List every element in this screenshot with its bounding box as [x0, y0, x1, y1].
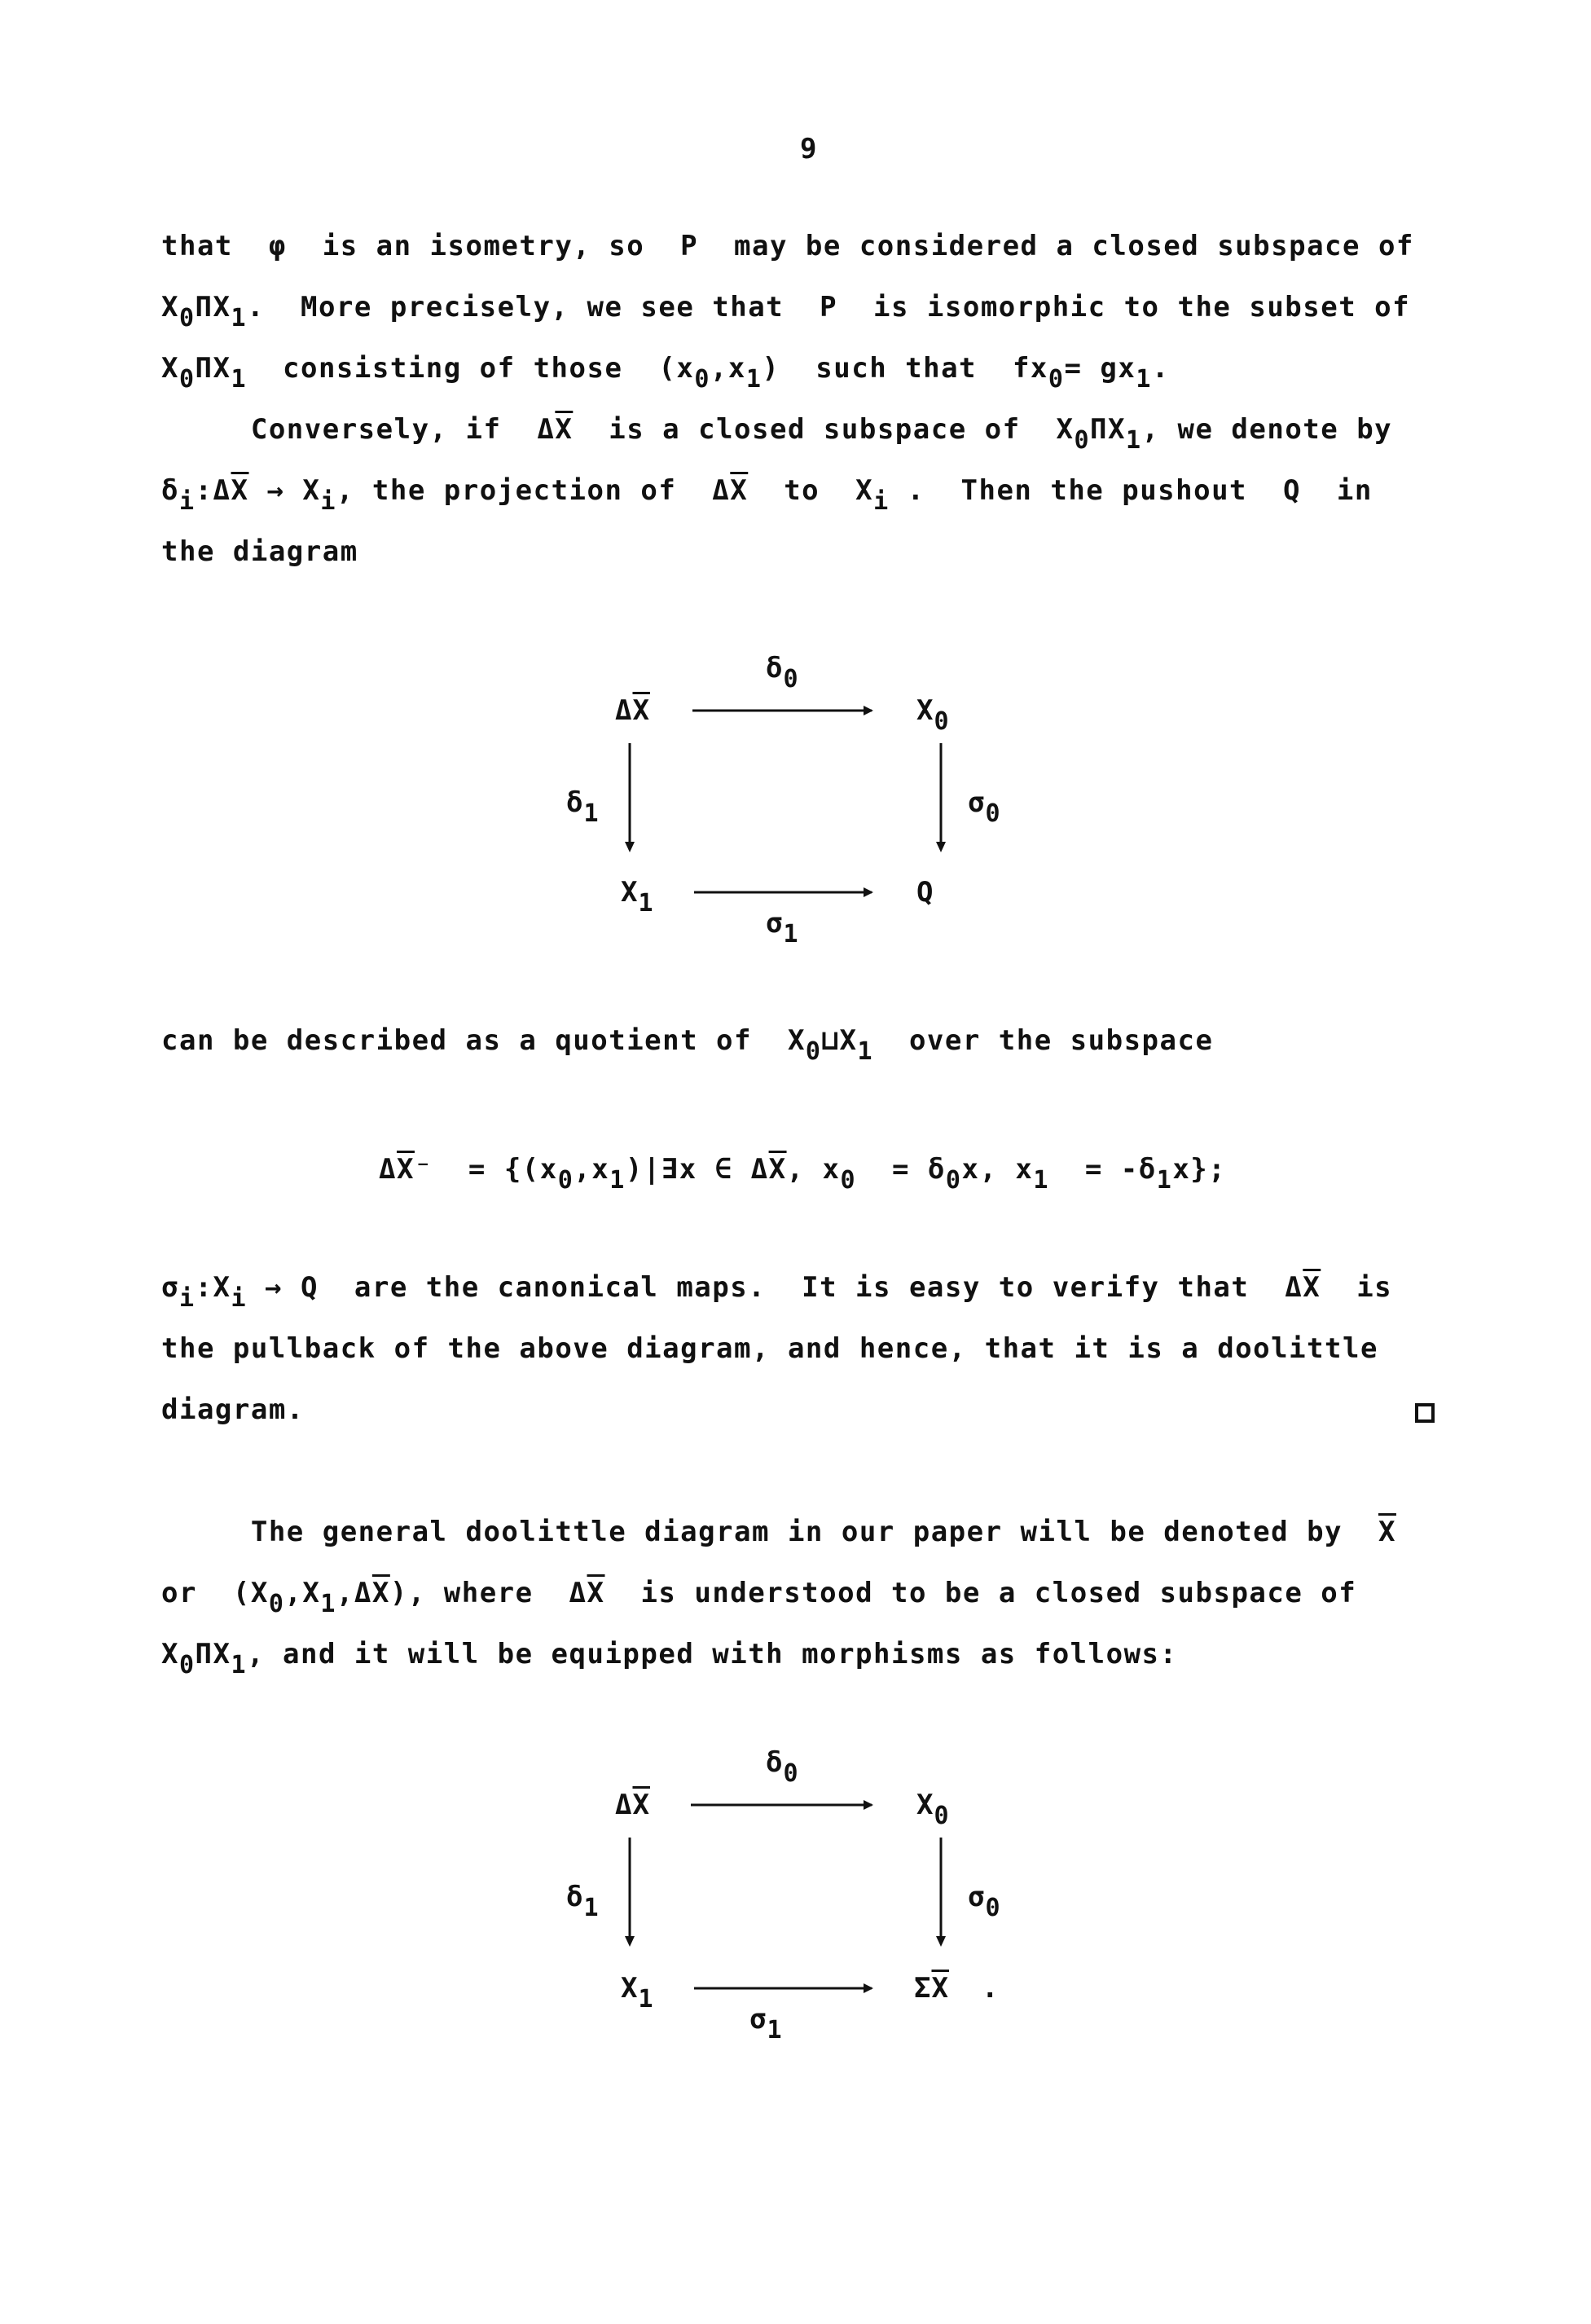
- diagram-node-x1: $X_1$: [621, 876, 654, 918]
- paragraph-line: the diagram: [161, 535, 358, 568]
- paragraph-line: The general doolittle diagram in our paper will be denoted by $\overline{X}$: [161, 1516, 1396, 1548]
- paragraph-line: that φ is an isometry, so P may be considered a closed subspace of: [161, 230, 1414, 262]
- paragraph-line: can be described as a quotient of $X_0⊔X_1$ over the subspace: [161, 1024, 1214, 1066]
- arrow-label-delta1: $\delta_1$: [566, 1881, 600, 1922]
- paragraph-line: diagram.: [161, 1393, 305, 1426]
- diagram-node-sigma-x: $\Sigma\overline{X}$ .: [914, 1972, 1000, 2005]
- paragraph-line: $X_0\Pi X_1$, and it will be equipped with morphisms as follows:: [161, 1638, 1178, 1679]
- diagram-node-delta-x: $\Delta\overline{X}$: [615, 1789, 650, 1821]
- paragraph-line: the pullback of the above diagram, and hence, that it is a doolittle: [161, 1332, 1378, 1365]
- arrow-label-sigma1: $\sigma_1$: [766, 907, 799, 949]
- paragraph-line: $X_0\Pi X_1$. More precisely, we see that P is isomorphic to the subset of: [161, 291, 1411, 332]
- arrow-label-delta0: $\delta_0$: [766, 652, 799, 693]
- diagram-node-x1: $X_1$: [621, 1972, 654, 2014]
- diagram-node-q: Q: [916, 876, 934, 909]
- diagram-node-x0: $X_0$: [916, 694, 950, 736]
- arrow-label-sigma0: $\sigma_0$: [968, 1881, 1001, 1922]
- paragraph-line: $X_0\Pi X_1$ consisting of those $(x_0,x_1)$ such that $fx_0= gx_1$.: [161, 352, 1170, 394]
- diagram-node-x0: $X_0$: [916, 1789, 950, 1830]
- display-equation: $\Delta\overline{X}^-$ = {$(x_0,x_1)|\exists x$ ∈ $\Delta\overline{X}$, $x_0 = \delta_0x$, $x_1 = -\delta_1x$};: [379, 1153, 1227, 1195]
- paragraph-line: Conversely, if $\Delta\overline{X}$ is a closed subspace of $X_0\Pi X_1$, we denote by: [161, 413, 1393, 455]
- arrow-label-delta1: $\delta_1$: [566, 786, 600, 828]
- paragraph-line: $\sigma_i:X_i \to Q$ are the canonical maps. It is easy to verify that $\Delta\overline{X}$ is: [161, 1271, 1393, 1313]
- paragraph-line: or $(X_0,X_1,\Delta\overline{X})$, where $\Delta\overline{X}$ is understood to be a closed subspace of: [161, 1577, 1357, 1618]
- arrow-label-sigma0: $\sigma_0$: [968, 786, 1001, 828]
- arrow-label-delta0: $\delta_0$: [766, 1746, 799, 1788]
- page-number: 9: [800, 133, 817, 165]
- diagram-node-delta-x: $\Delta\overline{X}$: [615, 694, 650, 727]
- paragraph-line: $\delta_i:\Delta\overline{X} \to X_i$, the projection of $\Delta\overline{X}$ to $X_i$ . Then the pushout Q in: [161, 474, 1373, 516]
- arrow-label-sigma1: $\sigma_1$: [749, 2003, 783, 2045]
